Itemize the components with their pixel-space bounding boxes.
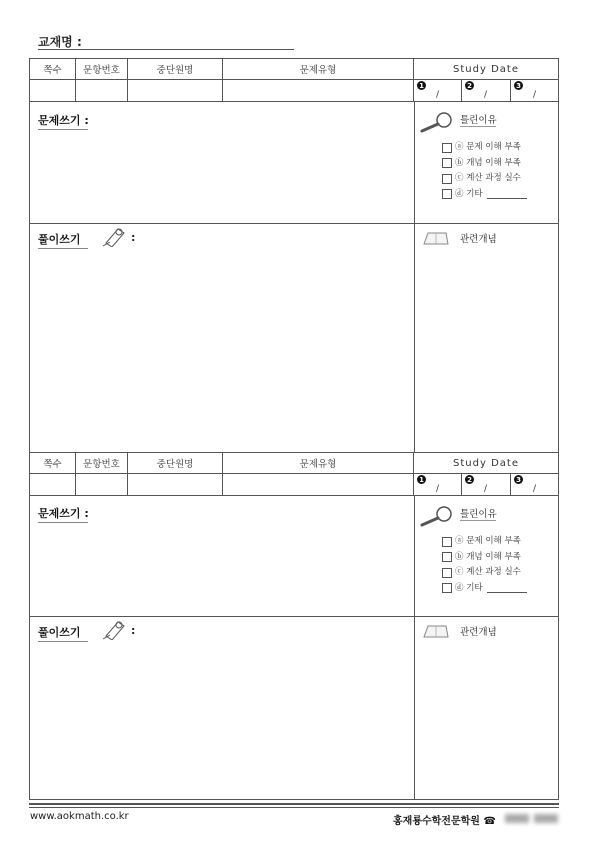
value-row: [30, 79, 558, 102]
col-unit: 중단원명: [128, 59, 223, 79]
reason-item[interactable]: [442, 171, 527, 187]
redacted-phone: [505, 814, 529, 823]
study-date-1-field[interactable]: [414, 473, 462, 495]
footer-rule: [29, 807, 559, 808]
wrong-reason-panel: [418, 109, 554, 221]
magnifier-icon: [420, 505, 456, 527]
reason-item[interactable]: [442, 550, 527, 566]
book-icon: [422, 622, 450, 640]
title-underline: [460, 520, 496, 521]
problem-writing-label: 문제쓰기 :: [38, 114, 89, 127]
reason-list: [442, 534, 527, 596]
reason-item[interactable]: [442, 581, 527, 597]
reason-label: ⓒ 계산 과정 실수: [455, 567, 521, 577]
solution-writing-label: 풀이쓰기: [38, 626, 81, 639]
related-concept-title: 관련개념: [460, 627, 497, 638]
wrong-reason-title: 틀린이유: [460, 115, 497, 126]
wrong-reason-title: 틀린이유: [460, 509, 497, 520]
checkbox-icon[interactable]: [442, 537, 452, 547]
reason-list: [442, 140, 527, 202]
header-row: [30, 59, 558, 80]
reason-label: ⓐ 문제 이해 부족: [455, 142, 521, 152]
wrong-answer-block-2: [29, 453, 559, 800]
related-concept-area[interactable]: [420, 644, 552, 793]
checkbox-icon[interactable]: [442, 143, 452, 153]
pencil-icon: [102, 618, 128, 640]
date-separator: /: [533, 484, 537, 494]
reason-label: ⓓ 기타: [455, 582, 483, 593]
related-concept-panel: [418, 620, 554, 795]
problem-no-field[interactable]: [76, 79, 128, 101]
checkbox-icon[interactable]: [442, 583, 452, 593]
redacted-phone: [534, 814, 558, 823]
label-underline: [38, 522, 88, 523]
page-field[interactable]: [30, 473, 76, 495]
study-date-2-field[interactable]: [462, 473, 511, 495]
checkbox-icon[interactable]: [442, 158, 452, 168]
column-divider: [414, 495, 415, 799]
academy-name: 홍재룡수학전문학원 ☎: [393, 816, 496, 827]
solution-colon: :: [131, 231, 136, 244]
number-3-badge: 3: [514, 81, 523, 90]
reason-label: ⓑ 개념 이해 부족: [455, 551, 521, 562]
reason-item[interactable]: [442, 156, 527, 172]
reason-item[interactable]: [442, 187, 527, 203]
wrong-reason-panel: [418, 503, 554, 614]
solution-writing-area[interactable]: [34, 646, 410, 794]
header-row: [30, 453, 558, 474]
reason-item[interactable]: [442, 534, 527, 550]
unit-field[interactable]: [128, 79, 223, 101]
study-date-3-field[interactable]: [511, 79, 558, 101]
reason-item[interactable]: [442, 140, 527, 156]
problem-no-field[interactable]: [76, 473, 128, 495]
col-page: 쪽수: [30, 453, 76, 473]
solution-colon: :: [131, 624, 136, 637]
col-study-date: Study Date: [453, 457, 519, 469]
page-field[interactable]: [30, 79, 76, 101]
study-date-2-field[interactable]: [462, 79, 511, 101]
wrong-answer-block-1: [29, 58, 559, 453]
related-concept-area[interactable]: [420, 251, 552, 445]
col-page: 쪽수: [30, 59, 76, 79]
checkbox-icon[interactable]: [442, 174, 452, 184]
type-field[interactable]: [223, 79, 414, 101]
date-separator: /: [484, 484, 488, 494]
study-date-3-field[interactable]: [511, 473, 558, 495]
date-separator: /: [436, 90, 440, 100]
col-type: 문제유형: [223, 453, 414, 473]
solution-writing-label: 풀이쓰기: [38, 233, 81, 246]
value-row: [30, 473, 558, 496]
study-date-1-field[interactable]: [414, 79, 462, 101]
title-underline: [460, 126, 496, 127]
problem-writing-label: 문제쓰기 :: [38, 507, 89, 520]
checkbox-icon[interactable]: [442, 552, 452, 562]
checkbox-icon[interactable]: [442, 189, 452, 199]
related-concept-title: 관련개념: [460, 234, 497, 245]
magnifier-icon: [420, 111, 456, 133]
textbook-title-label: 교재명 :: [38, 35, 82, 49]
column-divider: [414, 101, 415, 452]
col-unit: 중단원명: [128, 453, 223, 473]
reason-item[interactable]: [442, 565, 527, 581]
number-1-badge: 1: [417, 81, 426, 90]
checkbox-icon[interactable]: [442, 568, 452, 578]
problem-writing-area[interactable]: [34, 526, 410, 612]
reason-label: ⓓ 기타: [455, 188, 483, 199]
unit-field[interactable]: [128, 473, 223, 495]
section-divider: [30, 223, 558, 224]
col-study-date: Study Date: [453, 63, 519, 75]
reason-label: ⓐ 문제 이해 부족: [455, 536, 521, 546]
textbook-title-line: [38, 49, 294, 50]
date-separator: /: [533, 90, 537, 100]
book-icon: [422, 229, 450, 247]
other-reason-field[interactable]: [487, 189, 527, 199]
section-divider: [30, 616, 558, 617]
label-underline: [38, 129, 88, 130]
problem-writing-area[interactable]: [34, 133, 410, 219]
website-link[interactable]: www.aokmath.co.kr: [30, 811, 129, 822]
solution-writing-area[interactable]: [34, 253, 410, 449]
date-separator: /: [484, 90, 488, 100]
label-underline: [38, 248, 88, 249]
col-problem-no: 문항번호: [76, 453, 128, 473]
related-concept-panel: [418, 227, 554, 447]
reason-label: ⓒ 계산 과정 실수: [455, 173, 521, 183]
pencil-icon: [102, 225, 128, 247]
date-separator: /: [436, 484, 440, 494]
col-problem-no: 문항번호: [76, 59, 128, 79]
reason-label: ⓑ 개념 이해 부족: [455, 157, 521, 168]
number-2-badge: 2: [465, 81, 474, 90]
col-type: 문제유형: [223, 59, 414, 79]
number-3-badge: 3: [514, 475, 523, 484]
other-reason-field[interactable]: [487, 583, 527, 593]
footer-rule: [29, 803, 559, 805]
type-field[interactable]: [223, 473, 414, 495]
number-2-badge: 2: [465, 475, 474, 484]
number-1-badge: 1: [417, 475, 426, 484]
label-underline: [38, 641, 88, 642]
